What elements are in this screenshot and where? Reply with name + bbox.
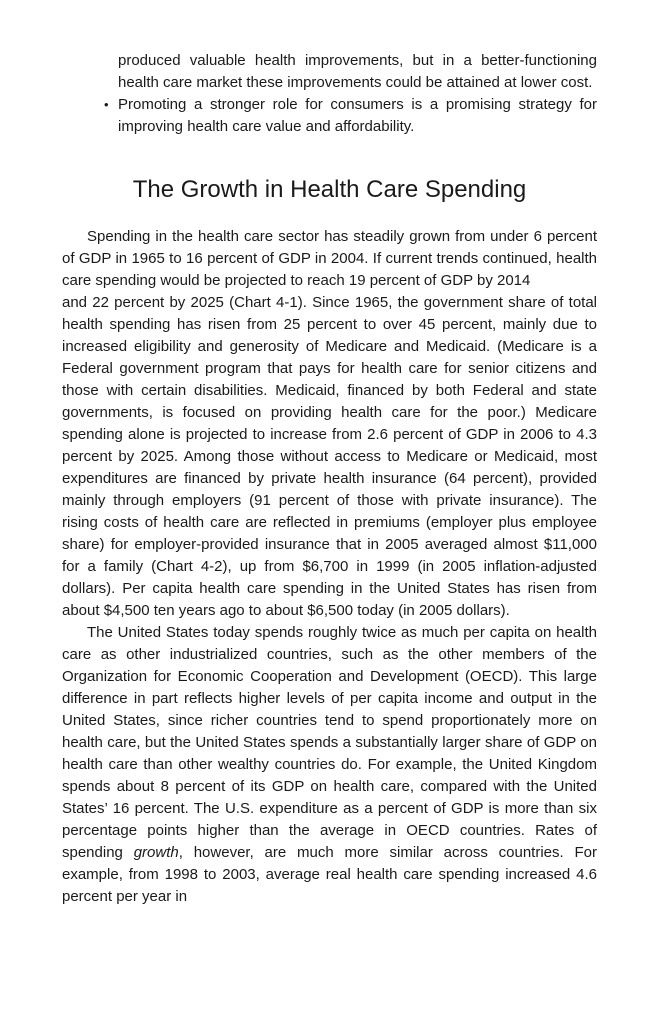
paragraph-spending-growth: Spending in the health care sector has steadily grown from under 6 percent of GDP in 1965 to 16 percent of GDP in 2004. If current trends continued, health care spending would be projected to reach 19 percent of GDP by 2014 <box>62 228 597 289</box>
list-item-continuation-text: produced valuable health improvements, but in a better-functioning health care market these improvements could be attained at lower cost. <box>118 52 597 91</box>
paragraph-international-comparison-text-after: , however, are much more similar across countries. For example, from 1998 to 2003, average real health care spending increased 4.6 percent per year in <box>62 844 597 905</box>
paragraph-government-share: and 22 percent by 2025 (Chart 4-1). Since 1965, the government share of total health spending has risen from 25 percent to over 45 percent, mainly due to increased eligibility and generosity of Medicare and Medicaid. (Medicare is a Federal government program that pays for health care for senior citizens and those with certain disabilities. Medicaid, financed by both Federal and state governments, is focused on providing health care for the poor.) Medicare spending alone is projected to increase from 2.6 percent of GDP in 2006 to 4.3 percent by 2025. Among those without access to Medicare or Medicaid, most expenditures are financed by private health insurance (64 percent), provided mainly through employers (91 percent of those with private insurance). The rising costs of health care are reflected in premiums (employer plus employee share) for employer-provided insurance that in 2005 averaged almost $11,000 for a family (Chart 4-2), up from $6,700 in 1999 (in 2005 inflation-adjusted dollars). Per capita health care spending in the United States has risen from about $4,500 ten years ago to about $6,500 today (in 2005 dollars). <box>62 294 597 619</box>
list-item-continuation <box>62 50 597 94</box>
intro-bullet-list <box>62 50 597 138</box>
paragraph-international-comparison-text-before: The United States today spends roughly twice as much per capita on health care as other industrialized countries, such as the other members of the Organization for Economic Cooperation and Development (OECD). This large difference in part reflects higher levels of per capita income and output in the United States, since richer countries tend to spend proportionately more on health care, but the United States spends a substantially larger share of GDP on health care than other wealthy countries do. For example, the United Kingdom spends about 8 percent of its GDP on health care, compared with the United States’ 16 percent. The U.S. expenditure as a percent of GDP is more than six percentage points higher than the average in OECD countries. Rates of spending <box>62 624 597 861</box>
paragraph-international-comparison <box>62 622 597 908</box>
bullet-icon: • <box>104 97 109 112</box>
italic-word-growth: growth <box>133 844 179 861</box>
list-item <box>62 94 597 138</box>
list-item-text: Promoting a stronger role for consumers is a promising strategy for improving health care value and affordability. <box>118 96 597 135</box>
section-heading: The Growth in Health Care Spending <box>132 176 527 203</box>
